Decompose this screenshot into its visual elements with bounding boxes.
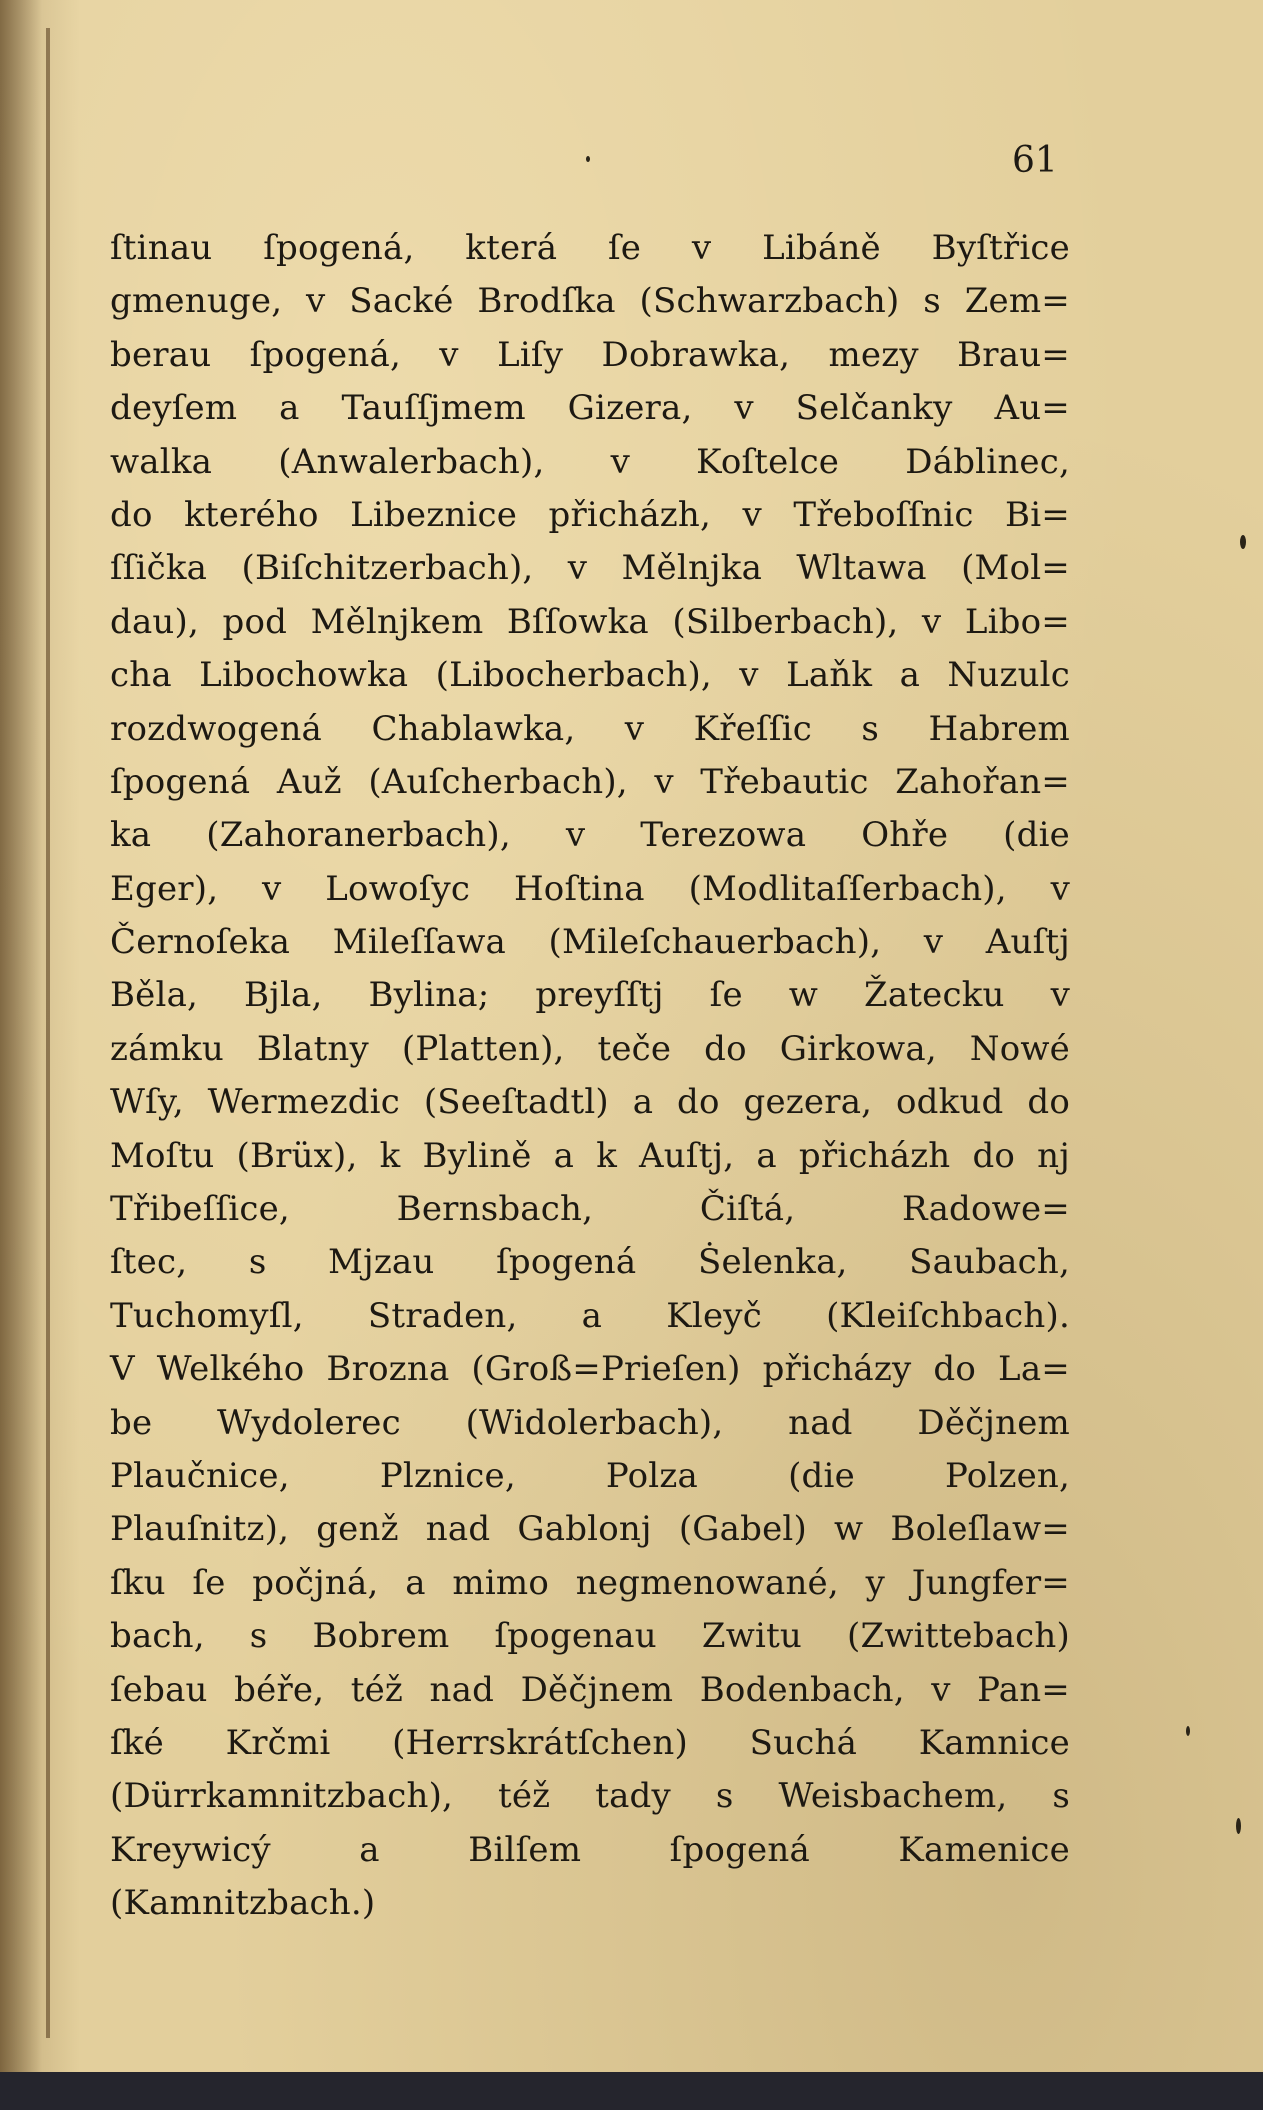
page-number: 61: [1012, 140, 1058, 181]
text-line: ſebau béře, též nad Děčjnem Bodenbach, v Pan=: [110, 1669, 1070, 1710]
text-line: Tuchomyſl, Straden, a Kleyč (Kleiſchbach).: [110, 1295, 1070, 1336]
ink-speck: [1236, 1818, 1241, 1834]
text-line: ſſička (Biſchitzerbach), v Mělnjka Wltawa (Mol=: [110, 548, 1070, 589]
text-line: dau), pod Mělnjkem Bſſowka (Silberbach), v Libo=: [110, 601, 1070, 642]
text-line: gmenuge, v Sacké Brodſka (Schwarzbach) s Zem=: [110, 281, 1070, 322]
text-line: Černoſeka Mileſſawa (Mileſchauerbach), v Auſtj: [110, 922, 1070, 963]
binding-shadow: [0, 0, 42, 2072]
ink-speck: [1240, 535, 1246, 549]
body-text: [110, 222, 1070, 1931]
text-line: zámku Blatny (Platten), teče do Girkowa, Nowé: [110, 1028, 1070, 1069]
text-line: ſtec, s Mjzau ſpogená Ṡelenka, Saubach,: [110, 1242, 1070, 1283]
text-line: Běla, Bjla, Bylina; preyſſtj ſe w Žatecku v: [110, 975, 1070, 1016]
text-line: ka (Zahoranerbach), v Terezowa Ohře (die: [110, 815, 1070, 856]
text-line: (Dürrkamnitzbach), též tady s Weisbachem, s: [110, 1776, 1070, 1817]
text-line: ſku ſe počjná, a mimo negmenowané, y Jungfer=: [110, 1562, 1070, 1603]
text-line: berau ſpogená, v Liſy Dobrawka, mezy Brau=: [110, 334, 1070, 375]
text-line: Moſtu (Brüx), k Bylině a k Auſtj, a přicházh do nj: [110, 1135, 1070, 1176]
text-line: ſké Krčmi (Herrskrátſchen) Suchá Kamnice: [110, 1722, 1070, 1763]
text-line: Kreywicý a Bilſem ſpogená Kamenice: [110, 1829, 1070, 1870]
text-line: rozdwogená Chablawka, v Křeſſic s Habrem: [110, 708, 1070, 749]
scan-border: [0, 2072, 1263, 2110]
text-line: ſtinau ſpogená, která ſe v Libáně Byſtřice: [110, 228, 1070, 268]
text-line: Wſy, Wermezdic (Seeſtadtl) a do gezera, odkud do: [110, 1082, 1070, 1123]
text-line: V Welkého Brozna (Groß=Prieſen) přicházy do La=: [110, 1349, 1070, 1390]
text-line: Třibeſſice, Bernsbach, Čiſtá, Radowe=: [110, 1189, 1070, 1230]
ink-speck: [586, 156, 590, 162]
text-line: Plauſnitz), genž nad Gablonj (Gabel) w Boleſlaw=: [110, 1509, 1070, 1550]
text-line: deyſem a Tauſſjmem Gizera, v Selčanky Au=: [110, 388, 1070, 429]
text-line: walka (Anwalerbach), v Koſtelce Dáblinec,: [110, 441, 1070, 482]
ink-speck: [1186, 1726, 1190, 1736]
text-line: cha Libochowka (Libocherbach), v Laňk a Nuzulc: [110, 655, 1070, 696]
text-line: bach, s Bobrem ſpogenau Zwitu (Zwittebach): [110, 1616, 1070, 1657]
text-line: be Wydolerec (Widolerbach), nad Děčjnem: [110, 1402, 1070, 1443]
text-line: Plaučnice, Plznice, Polza (die Polzen,: [110, 1455, 1070, 1496]
text-line: Eger), v Lowoſyc Hoſtina (Modlitaſſerbach), v: [110, 868, 1070, 909]
text-line: do kterého Libeznice přicházh, v Třeboſſnic Bi=: [110, 494, 1070, 535]
page-edge-line: [46, 28, 50, 2038]
text-line: (Kamnitzbach.): [110, 1883, 376, 1924]
text-line: ſpogená Auž (Auſcherbach), v Třebautic Zahořan=: [110, 761, 1070, 802]
